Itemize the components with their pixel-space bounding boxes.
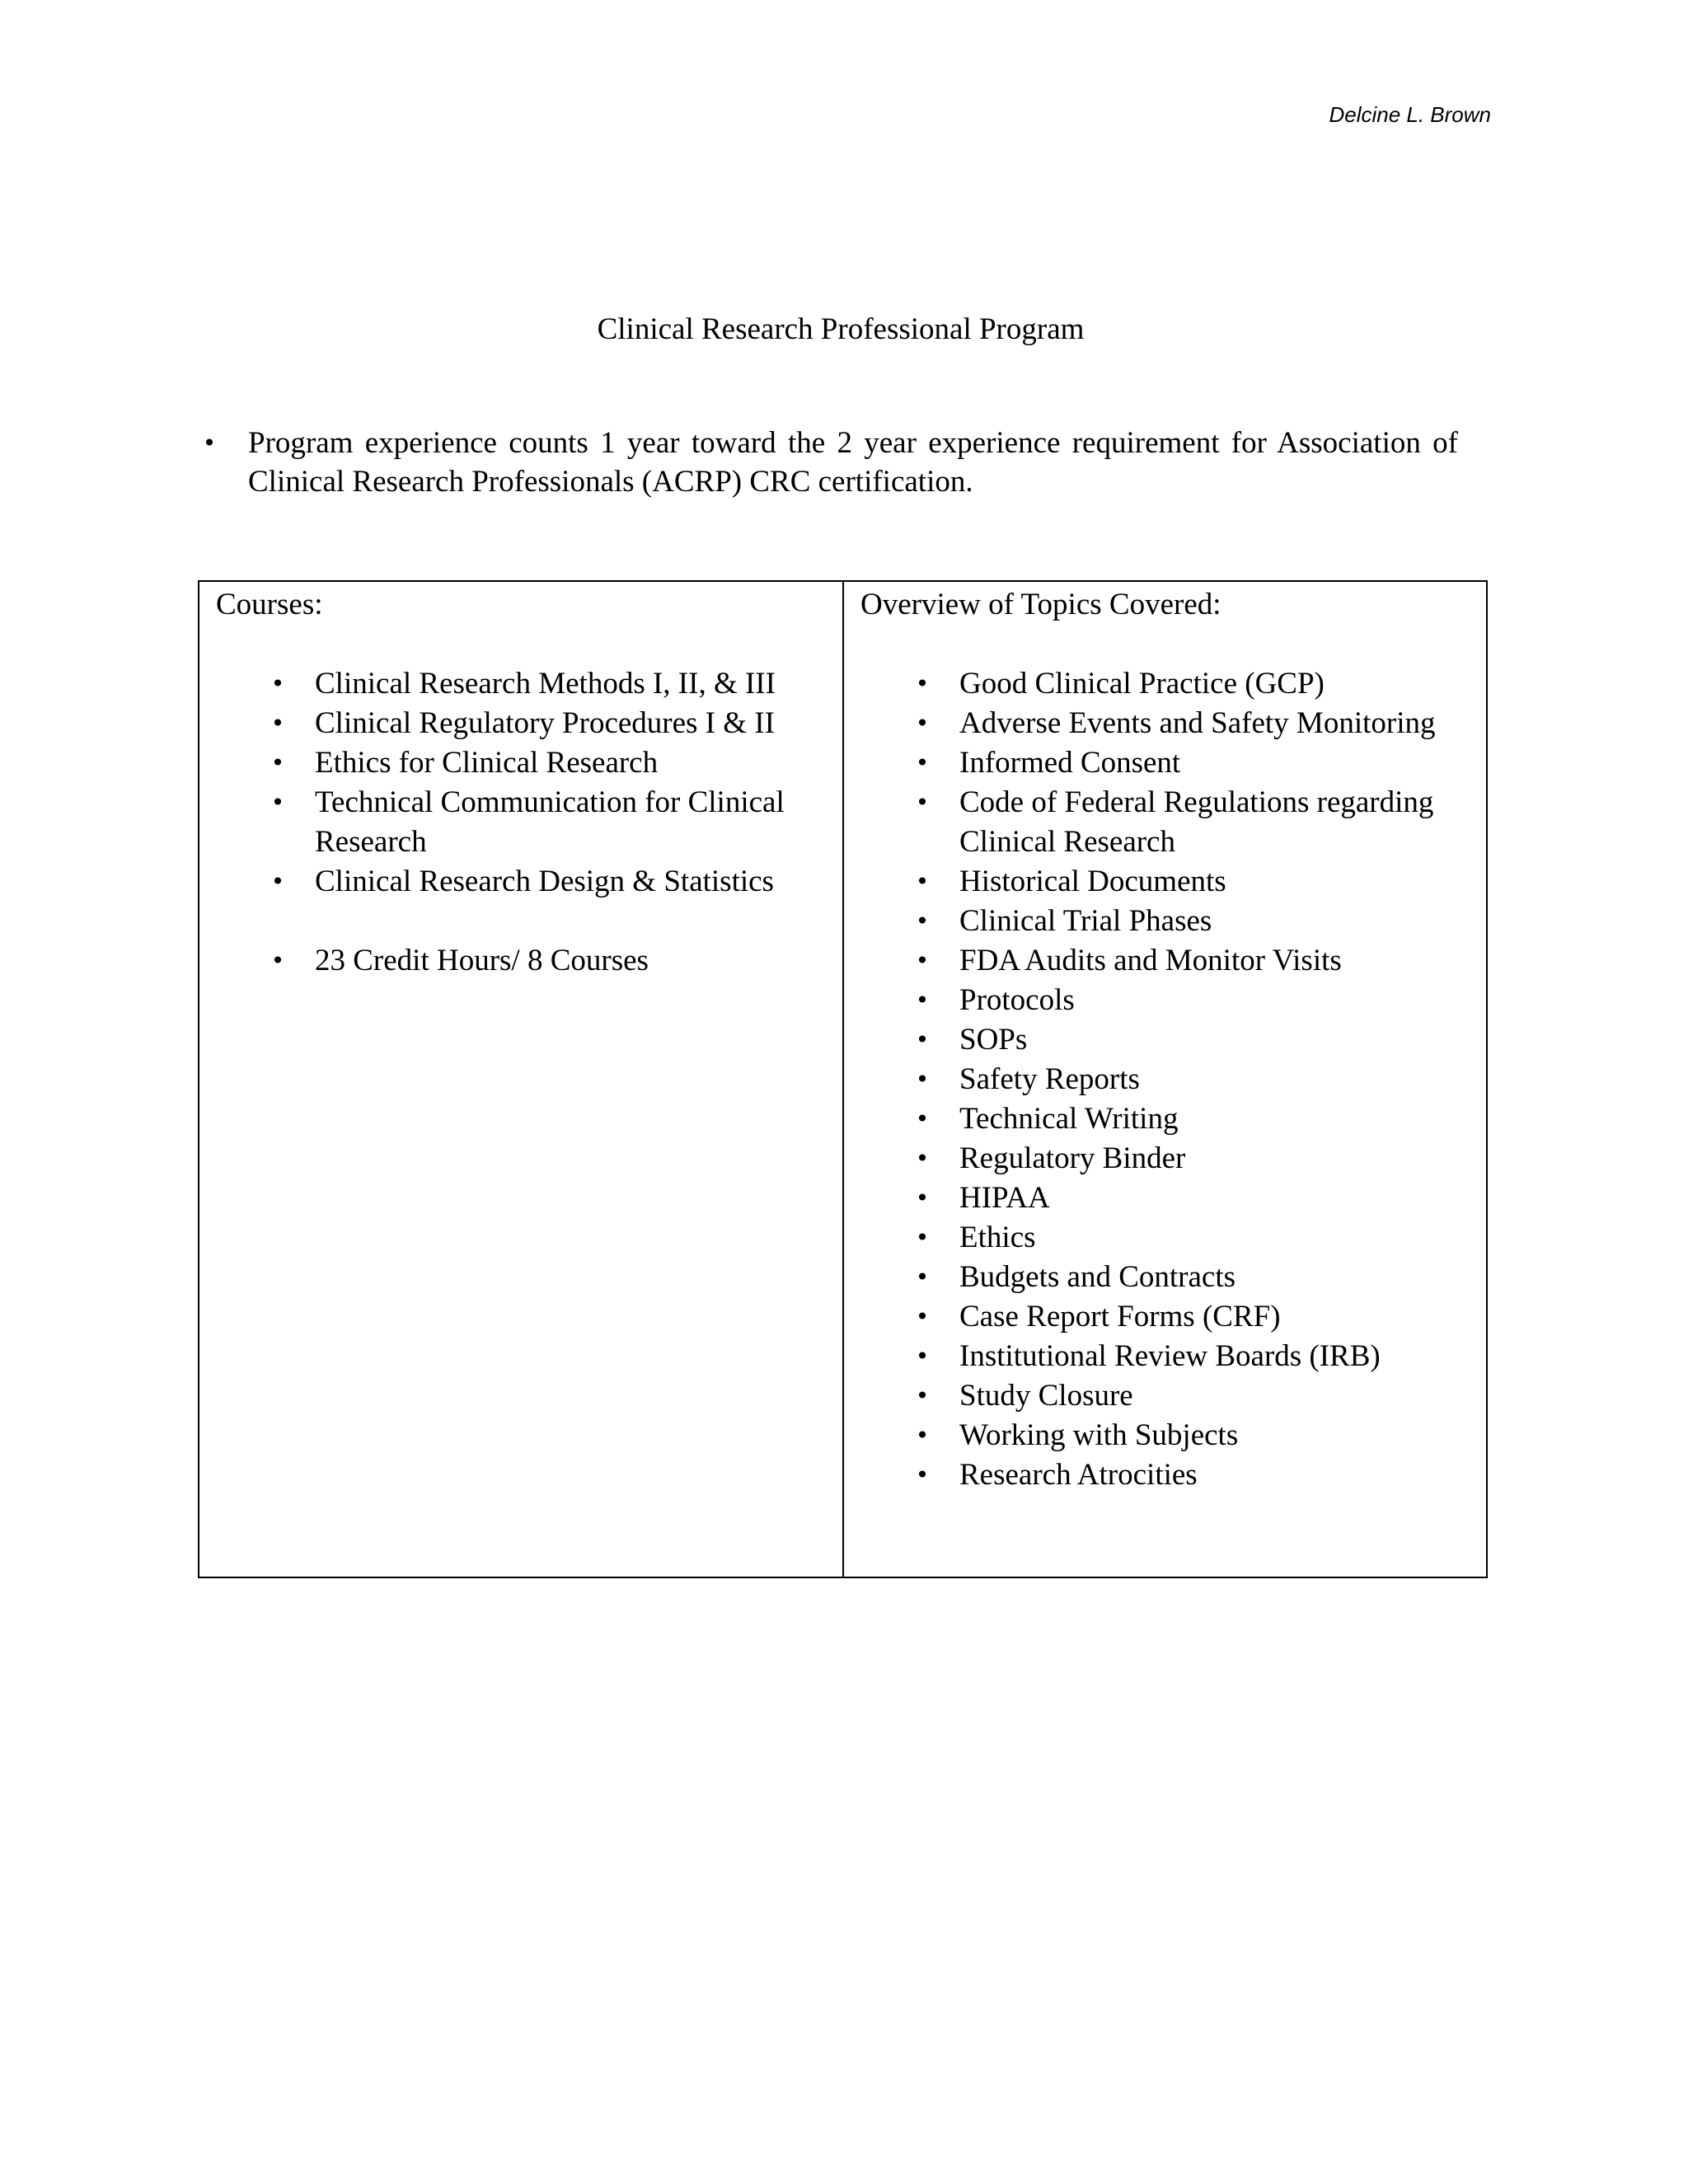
bullet-icon: • (270, 710, 285, 737)
bullet-icon: • (270, 947, 285, 974)
bullet-icon: • (915, 1026, 930, 1053)
courses-cell (199, 581, 843, 1577)
course-item (265, 862, 829, 902)
topic-item-text: Regulatory Binder (959, 1141, 1186, 1175)
topic-item-text: HIPAA (959, 1181, 1050, 1215)
program-table-row (199, 581, 1487, 1577)
bullet-icon: • (915, 868, 930, 895)
bullet-icon: • (915, 789, 930, 816)
page-title: Clinical Research Professional Program (597, 312, 1085, 346)
topic-item (910, 1020, 1473, 1060)
course-item-text: Clinical Research Design & Statistics (315, 865, 774, 898)
topic-item-text: Study Closure (959, 1379, 1133, 1413)
bullet-icon: • (915, 947, 930, 974)
bullet-icon: • (915, 1343, 930, 1370)
topic-item-text: Ethics (959, 1221, 1036, 1254)
intro-list (197, 424, 1458, 501)
bullet-icon: • (270, 789, 285, 816)
course-item-text: Clinical Regulatory Procedures I & II (315, 706, 775, 740)
topic-item (910, 1139, 1473, 1179)
bullet-icon: • (915, 987, 930, 1014)
topic-item (910, 1218, 1473, 1258)
intro-item-text: Program experience counts 1 year toward the 2 year experience requirement for Association of Clinical Research Professionals (ACRP) CRC certification. (248, 426, 1458, 499)
topic-item (910, 1455, 1473, 1495)
bullet-icon: • (915, 1422, 930, 1449)
topic-item-text: Research Atrocities (959, 1458, 1198, 1492)
topic-item-text: Working with Subjects (959, 1418, 1239, 1452)
topic-item-text: Institutional Review Boards (IRB) (959, 1339, 1381, 1373)
topic-item-text: Good Clinical Practice (GCP) (959, 667, 1325, 701)
topics-heading: Overview of Topics Covered: (860, 588, 1221, 621)
topic-item (910, 1416, 1473, 1455)
course-item (265, 783, 829, 862)
topic-item-text: FDA Audits and Monitor Visits (959, 944, 1342, 977)
topic-item (910, 1337, 1473, 1376)
topic-item (910, 704, 1473, 743)
course-item (265, 743, 829, 783)
bullet-icon: • (915, 907, 930, 935)
topic-item-text: Code of Federal Regulations regarding Clinical Research (959, 785, 1434, 859)
bullet-icon: • (915, 1145, 930, 1172)
topic-item-text: Case Report Forms (CRF) (959, 1300, 1281, 1333)
topic-item-text: Protocols (959, 983, 1075, 1017)
course-item-text: Ethics for Clinical Research (315, 746, 659, 780)
topics-cell (843, 581, 1487, 1577)
bullet-icon: • (915, 1184, 930, 1212)
topic-item-text: Safety Reports (959, 1062, 1140, 1096)
topic-item-text: Budgets and Contracts (959, 1260, 1236, 1294)
topic-item (910, 981, 1473, 1020)
topic-item (910, 1179, 1473, 1218)
topic-item-text: SOPs (959, 1023, 1028, 1057)
bullet-icon: • (202, 429, 217, 457)
intro-item (197, 424, 1458, 501)
course-item-text: Technical Communication for Clinical Research (315, 785, 785, 859)
bullet-icon: • (915, 710, 930, 737)
topic-item-text: Informed Consent (959, 746, 1181, 780)
bullet-icon: • (915, 1066, 930, 1093)
topics-list (860, 664, 1473, 1495)
bullet-icon: • (915, 670, 930, 697)
course-item (265, 704, 829, 743)
topic-item-text: Historical Documents (959, 865, 1226, 898)
bullet-icon: • (270, 868, 285, 895)
topic-item (910, 1297, 1473, 1337)
courses-list (216, 664, 829, 981)
topic-item (910, 783, 1473, 862)
bullet-icon: • (915, 1105, 930, 1132)
credit-hours-item (265, 941, 829, 981)
bullet-icon: • (915, 1224, 930, 1251)
topic-item-text: Technical Writing (959, 1102, 1179, 1136)
bullet-icon: • (915, 1461, 930, 1488)
topic-item-text: Adverse Events and Safety Monitoring (959, 706, 1436, 740)
topic-item (910, 1258, 1473, 1297)
page-header-author: Delcine L. Brown (1329, 102, 1491, 127)
topic-item-text: Clinical Trial Phases (959, 904, 1212, 938)
bullet-icon: • (915, 749, 930, 776)
courses-heading: Courses: (216, 588, 323, 621)
topic-item (910, 1376, 1473, 1416)
topic-item (910, 743, 1473, 783)
bullet-icon: • (915, 1303, 930, 1330)
course-item (265, 664, 829, 704)
program-table (198, 580, 1488, 1578)
topic-item (910, 664, 1473, 704)
topic-item (910, 941, 1473, 981)
bullet-icon: • (270, 670, 285, 697)
topic-item (910, 1099, 1473, 1139)
bullet-icon: • (270, 749, 285, 776)
topic-item (910, 902, 1473, 941)
bullet-icon: • (915, 1263, 930, 1291)
topic-item (910, 1060, 1473, 1099)
bullet-icon: • (915, 1382, 930, 1409)
credit-hours-text: 23 Credit Hours/ 8 Courses (315, 944, 649, 977)
course-item-text: Clinical Research Methods I, II, & III (315, 667, 776, 701)
topic-item (910, 862, 1473, 902)
